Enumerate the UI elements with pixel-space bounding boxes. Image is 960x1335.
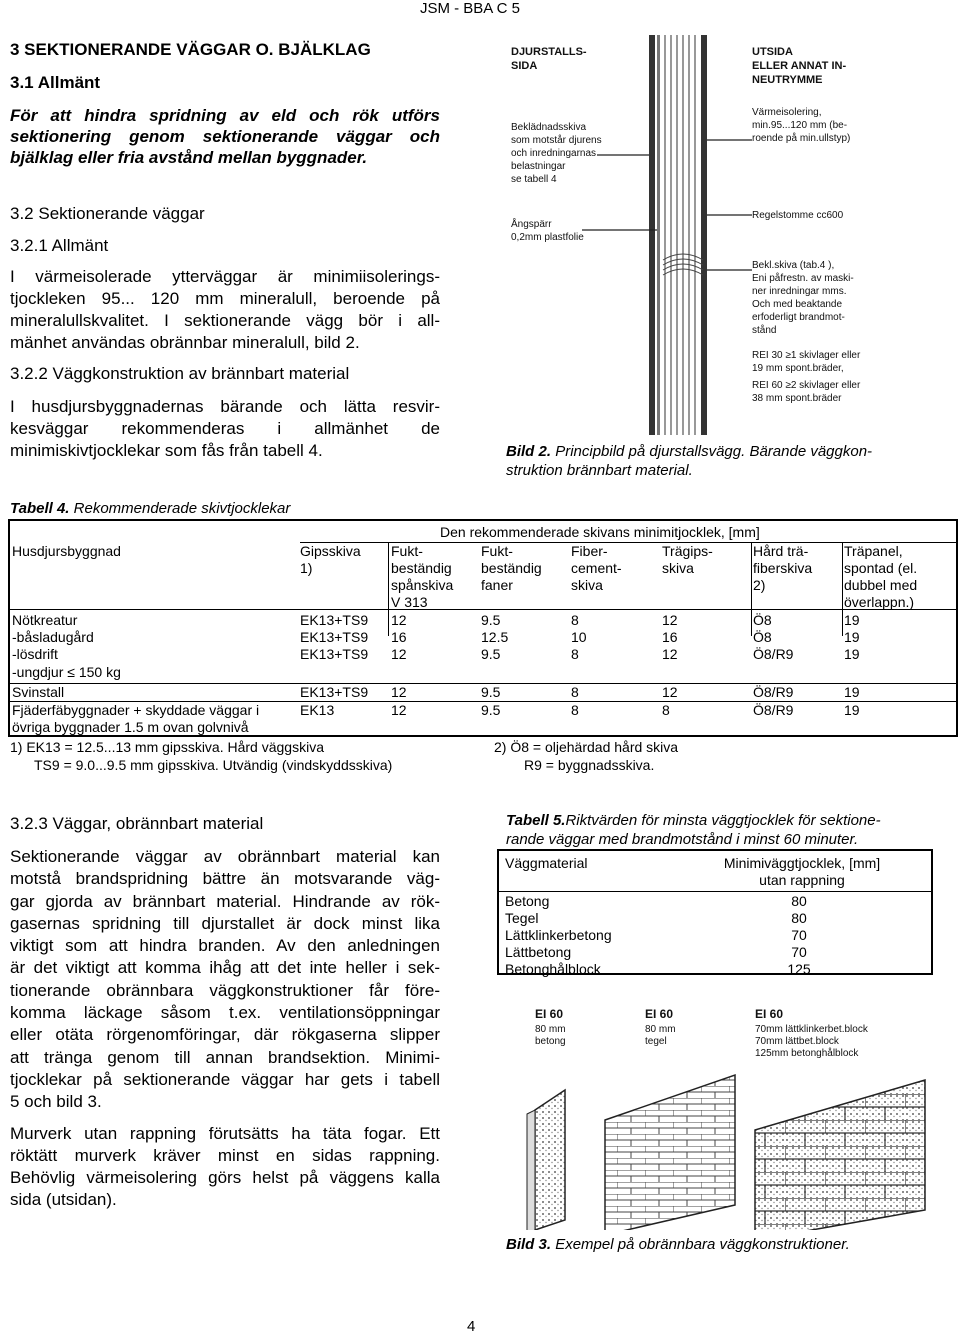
row-label: övriga byggnader 1.5 m ovan golvnivå — [12, 719, 249, 735]
label-bekladnad: se tabell 4 — [511, 174, 557, 185]
para-line: Sektionerande väggar av obrännbart material kan — [10, 847, 440, 866]
row-label: Betonghålblock — [505, 961, 601, 977]
cell: 16 — [662, 629, 678, 645]
leader-lines — [582, 140, 752, 270]
para-line: tjockleken 95... 120 mm mineralull, beroende på — [10, 289, 440, 308]
header-rule — [499, 891, 931, 892]
label-bekl2: 19 mm spont.bräder, — [752, 363, 844, 374]
cell: 12 — [391, 646, 407, 662]
page-number: 4 — [467, 1318, 476, 1335]
label-varme: min.95...120 mm (be- — [752, 120, 848, 131]
para-line: I husdjursbyggnadernas bärande och lätta resvir- — [10, 397, 440, 416]
section-3-2-3-text — [10, 846, 440, 1212]
para-line: kesväggar rekommenderas i allmänhet de — [10, 419, 440, 438]
label-bekladnad: Beklädnadsskiva — [511, 122, 587, 133]
cell: 12 — [391, 612, 407, 628]
cell: 19 — [844, 629, 860, 645]
cell: 125 — [787, 961, 811, 977]
brick-wall-drawing — [605, 1075, 735, 1230]
section-3-2-2-title: 3.2.2 Väggkonstruktion av brännbart material — [10, 364, 350, 383]
caption-text: struktion brännbart material. — [506, 462, 693, 479]
col-header: Hård trä- fiberskiva 2) — [753, 543, 813, 593]
col-divider — [388, 542, 389, 636]
cell: 10 — [571, 629, 587, 645]
para-line: 5 och bild 3. — [10, 1092, 102, 1112]
label-bekl2: ner inredningar mms. — [752, 286, 847, 297]
para-line: motstå brandspridning bättre än motsvarande väg- — [10, 869, 440, 889]
cell: EK13+TS9 — [300, 646, 369, 662]
cell: 9.5 — [481, 702, 501, 718]
label-betong: betong — [535, 1036, 566, 1047]
vapour-barrier — [657, 35, 660, 435]
label-djurstall: DJURSTALLS- — [511, 46, 587, 58]
col-divider — [842, 542, 843, 636]
section-3-title: 3 SEKTIONERANDE VÄGGAR O. BJÄLKLAG — [10, 40, 371, 59]
cell: 12.5 — [481, 629, 509, 645]
label-utsida: NEUTRYMME — [752, 74, 823, 86]
footnote-line: 1) EK13 = 12.5...13 mm gipsskiva. Hård väggskiva — [10, 739, 324, 755]
cell: EK13+TS9 — [300, 629, 369, 645]
para-line: tjocklekar på sektionerande väggar har gets i tabell — [10, 1069, 440, 1089]
caption-text: Exempel på obrännbara väggkonstruktioner. — [555, 1236, 850, 1253]
cell: 12 — [662, 646, 678, 662]
label-djurstall: SIDA — [511, 60, 538, 72]
label-utsida: UTSIDA — [752, 46, 793, 58]
section-3-1-intro — [10, 105, 440, 168]
caption-label: Bild 3. — [506, 1236, 552, 1253]
header-rule — [10, 609, 956, 610]
cell: 19 — [844, 684, 860, 700]
para-line: Behövlig värmeisolering görs helst på väggens kalla — [10, 1168, 440, 1188]
cell: 12 — [662, 684, 678, 700]
section-3-2-1-text — [10, 266, 440, 354]
cell: EK13+TS9 — [300, 612, 369, 628]
label-regelstomme: Regelstomme cc600 — [752, 210, 844, 221]
row-label: Lättklinkerbetong — [505, 927, 612, 943]
section-3-1-title: 3.1 Allmänt — [10, 73, 101, 92]
figure-3-caption — [506, 1236, 850, 1253]
caption-label: Tabell 5. — [506, 812, 566, 829]
col-header-thickness: Minimiväggtjocklek, [mm] utan rappning — [723, 855, 881, 888]
block-wall-drawing — [755, 1080, 925, 1230]
label-bekl2: Eni påfrestn. av maski- — [752, 273, 854, 284]
label-bekl2: 38 mm spont.bräder — [752, 393, 842, 404]
row-label: Betong — [505, 893, 550, 909]
row-label: Nötkreatur — [12, 612, 78, 628]
label-bekl2: Och med beaktande — [752, 299, 843, 310]
figure-2-caption — [506, 442, 946, 480]
section-3-2-1-title: 3.2.1 Allmänt — [10, 236, 109, 255]
label-varme: roende på min.ullstyp) — [752, 133, 851, 144]
table-5 — [497, 849, 933, 975]
table-4-footnote-1 — [10, 738, 392, 774]
cell: 80 — [791, 910, 807, 926]
col-divider — [751, 542, 752, 636]
cell: 9.5 — [481, 612, 501, 628]
col-header: Träpanel, spontad (el. dubbel med överlappn.) — [844, 543, 918, 610]
intro-line: För att hindra spridning av eld och rök utförs — [10, 106, 440, 125]
para-line: viktigt som att hindra branden. Av den anledningen — [10, 936, 440, 956]
wall-section-figure — [497, 35, 917, 435]
label-bekl2: REI 30 ≥1 skivlager eller — [752, 350, 861, 361]
label-bekladnad: belastningar — [511, 161, 566, 172]
cell: 19 — [844, 612, 860, 628]
cell: 8 — [571, 612, 579, 628]
cell: Ö8 — [753, 612, 772, 628]
row-label: Svinstall — [12, 684, 65, 700]
wall-examples-figure — [505, 990, 935, 1230]
para-line: att tränga genom till annan brandsektion. Minimi- — [10, 1047, 440, 1067]
para-line: Murverk utan rappning förutsätts ha täta fogar. Ett — [10, 1123, 440, 1143]
col-header: Fukt- beständig faner — [481, 543, 542, 593]
label-bekladnad: och inredningarnas — [511, 148, 597, 159]
cell: 16 — [391, 629, 407, 645]
section-3-2-2-text — [10, 396, 440, 462]
caption-text: Riktvärden för minsta väggtjocklek för sektione- — [565, 812, 881, 829]
para-line: gasernas spridning till djurstallet är dock minst lika — [10, 913, 440, 933]
para-line: mineralullskvalitet. I sektionerande vägg bör i all- — [10, 311, 440, 330]
col-header: Fukt- beständig spånskiva V 313 — [391, 543, 454, 610]
page-header: JSM - BBA C 5 — [419, 0, 520, 17]
label-bekl2: erfoderligt brandmot- — [752, 312, 845, 323]
label-tegel: 80 mm — [645, 1024, 676, 1035]
table-5-caption — [506, 811, 946, 849]
para-line: I värmeisolerade ytterväggar är minimiisolerings- — [10, 267, 440, 286]
row-label: -ungdjur ≤ 150 kg — [12, 664, 121, 680]
label-block: 70mm lättbet.block — [755, 1036, 839, 1047]
intro-line: bjälklag eller fria avstånd mellan byggnader. — [10, 148, 368, 167]
cell: 9.5 — [481, 646, 501, 662]
cell: 8 — [571, 646, 579, 662]
cell: 9.5 — [481, 684, 501, 700]
label-bekladnad: som motstår djurens — [511, 135, 602, 146]
label-bekl2: stånd — [752, 325, 777, 336]
label-bekl2: REI 60 ≥2 skivlager eller — [752, 380, 861, 391]
label-betong: 80 mm — [535, 1024, 566, 1035]
cell: 12 — [391, 702, 407, 718]
label-block: 70mm lättklinkerbet.block — [755, 1024, 868, 1035]
cell: EK13+TS9 — [300, 684, 369, 700]
para-line: tionerande obrännbara väggkonstruktioner får före- — [10, 980, 440, 1000]
cell: EK13 — [300, 702, 335, 718]
label-varme: Värmeisolering, — [752, 107, 822, 118]
cell: Ö8 — [753, 629, 772, 645]
col-header-husdjur: Husdjursbyggnad — [12, 543, 121, 559]
insulation — [665, 35, 695, 435]
cell: 12 — [662, 612, 678, 628]
intro-line: sektionering genom sektionerande väggar och — [10, 127, 440, 146]
section-3-2-title: 3.2 Sektionerande väggar — [10, 204, 205, 223]
cell: Ö8/R9 — [753, 646, 794, 662]
cell: 19 — [844, 702, 860, 718]
cell: 8 — [571, 684, 579, 700]
col-header: Gipsskiva 1) — [300, 543, 361, 576]
cell: 12 — [391, 684, 407, 700]
cell: 8 — [571, 702, 579, 718]
para-line: är det viktigt att komma ihåg att det inte heller i sek- — [10, 958, 440, 978]
caption-text: Principbild på djurstallsvägg. Bärande väggkon- — [555, 443, 873, 460]
footnote-line: TS9 = 9.0...9.5 mm gipsskiva. Utvändig (vindskyddsskiva) — [34, 757, 393, 773]
row-label: -lösdrift — [12, 646, 58, 662]
row-label: Fjäderfäbyggnader + skyddade väggar i — [12, 702, 260, 718]
label-block: EI 60 — [755, 1007, 784, 1021]
concrete-wall-edge — [527, 1110, 535, 1230]
label-bekl2: Bekl.skiva (tab.4 ), — [752, 260, 835, 271]
label-tegel: EI 60 — [645, 1007, 674, 1021]
outer-board — [701, 35, 707, 435]
section-3-2-3-title: 3.2.3 Väggar, obrännbart material — [10, 814, 264, 833]
group-header: Den rekommenderade skivans minimitjocklek, [mm] — [440, 524, 760, 540]
para-line: komma läckage såsom t.ex. ventilationsöppningar — [10, 1003, 440, 1023]
para-line: minimiskivtjocklekar som fås från tabell 4. — [10, 441, 323, 460]
footnote-line: R9 = byggnadsskiva. — [524, 757, 655, 773]
col-header-material: Väggmaterial — [505, 855, 588, 871]
para-line: sida (utsidan). — [10, 1190, 117, 1210]
cell: 70 — [791, 944, 807, 960]
para-line: gar gjorda av brännbart material. Hindrande av rök- — [10, 891, 440, 911]
label-tegel: tegel — [645, 1036, 667, 1047]
footnote-line: 2) Ö8 = oljehärdad hård skiva — [494, 739, 679, 755]
row-label: Lättbetong — [505, 944, 572, 960]
inner-board — [649, 35, 655, 435]
concrete-wall-drawing — [535, 1090, 565, 1230]
para-line: mänhet användas obrännbar mineralull, bild 2. — [10, 333, 360, 352]
label-utsida: ELLER ANNAT IN- — [752, 60, 847, 72]
caption-label: Tabell 4. — [10, 500, 70, 517]
cell: 80 — [791, 893, 807, 909]
label-block: 125mm betonghålblock — [755, 1048, 859, 1059]
table-4 — [8, 519, 958, 737]
label-angsparr: Ångspärr — [511, 219, 552, 230]
col-header: Trägips- skiva — [662, 543, 713, 576]
caption-label: Bild 2. — [506, 443, 552, 460]
label-angsparr: 0,2mm plastfolie — [511, 232, 584, 243]
row-label: Tegel — [505, 910, 539, 926]
col-header: Fiber- cement- skiva — [571, 543, 622, 593]
table-4-caption — [10, 500, 290, 517]
cell: 70 — [791, 927, 807, 943]
cell: Ö8/R9 — [753, 684, 794, 700]
para-line: eller otäta rörgenomföringar, där rökgaserna slipper — [10, 1025, 440, 1045]
table-4-footnote-2 — [494, 738, 678, 774]
caption-text: Rekommenderade skivtjocklekar — [73, 500, 291, 517]
row-label: -båsladugård — [12, 629, 94, 645]
cell: Ö8/R9 — [753, 702, 794, 718]
para-line: röktätt murverk kräver minst en sidas rappning. — [10, 1145, 440, 1165]
cell: 8 — [662, 702, 670, 718]
cell: 19 — [844, 646, 860, 662]
label-betong: EI 60 — [535, 1007, 564, 1021]
caption-text: rande väggar med brandmotstånd i minst 60 minuter. — [506, 831, 859, 848]
